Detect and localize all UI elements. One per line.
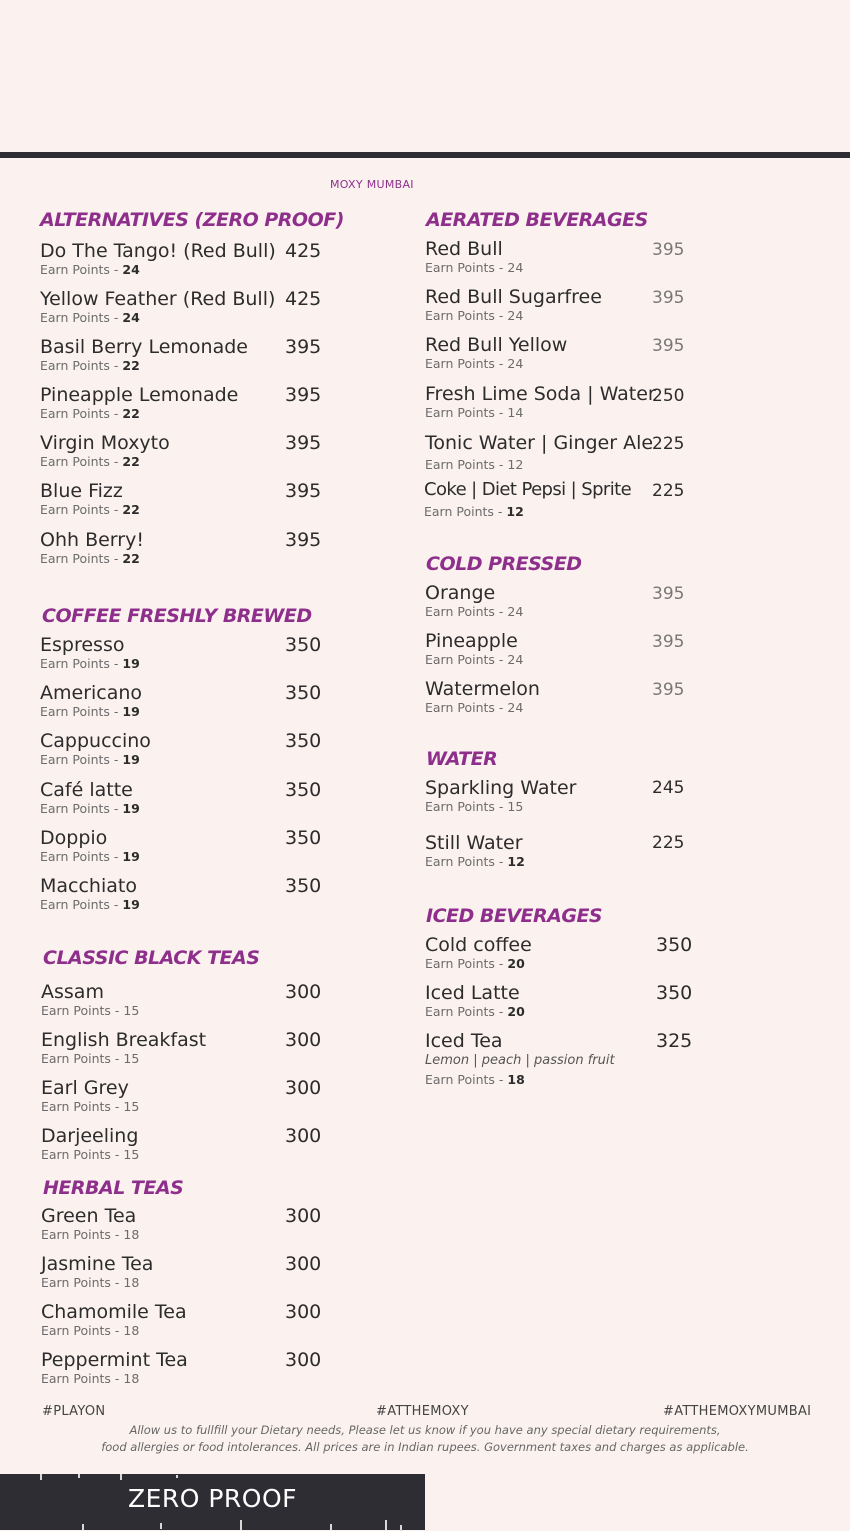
item-name: Pineapple: [425, 630, 518, 652]
item-price: 395: [285, 384, 322, 406]
menu-item: [40, 480, 140, 518]
item-points: Earn Points - 18: [41, 1323, 140, 1338]
menu-item: [425, 630, 523, 668]
item-price: 395: [652, 336, 685, 356]
item-name: Virgin Moxyto: [40, 432, 170, 454]
item-name: Do The Tango! (Red Bull): [40, 240, 276, 262]
item-price: 350: [285, 827, 322, 849]
item-name: Sparkling Water: [425, 777, 577, 799]
item-name: Red Bull Yellow: [425, 334, 568, 356]
item-points: Earn Points - 19: [40, 704, 140, 719]
item-name: Darjeeling: [41, 1125, 139, 1147]
menu-item: [41, 1029, 206, 1067]
item-name: Watermelon: [425, 678, 540, 700]
section-title-coffee: COFFEE FRESHLY BREWED: [42, 605, 312, 627]
item-price: 395: [285, 432, 322, 454]
item-points: Earn Points - 19: [40, 897, 140, 912]
item-points: Earn Points - 15: [41, 1099, 140, 1114]
section-title-cold-pressed: COLD PRESSED: [426, 553, 582, 575]
item-price: 350: [285, 682, 322, 704]
item-name: Macchiato: [40, 875, 137, 897]
item-name: Tonic Water | Ginger Ale: [425, 432, 654, 454]
item-price: 245: [652, 778, 685, 798]
venue-name: MOXY MUMBAI: [330, 178, 414, 191]
item-name: Red Bull Sugarfree: [425, 286, 602, 308]
item-name: Earl Grey: [41, 1077, 129, 1099]
menu-item: [425, 582, 523, 620]
menu-item: [40, 336, 248, 374]
item-points: Earn Points - 19: [40, 656, 140, 671]
menu-item: [41, 1301, 187, 1339]
menu-item: [425, 678, 540, 716]
dietary-note-line-2: food allergies or food intolerances. All prices are in Indian rupees. Government taxes and charges as applicable.: [101, 1440, 749, 1454]
item-points: Earn Points - 22: [40, 502, 140, 517]
item-points: Earn Points - 18: [41, 1227, 140, 1242]
section-title-iced: ICED BEVERAGES: [426, 905, 603, 927]
item-points: Earn Points - 19: [40, 801, 140, 816]
section-title-water: WATER: [426, 748, 498, 770]
menu-item: [425, 334, 567, 372]
dietary-note-line-1: Allow us to fullfill your Dietary needs, Please let us know if you have any special dietary requirements,: [129, 1423, 721, 1437]
menu-item: [41, 981, 139, 1019]
item-name: English Breakfast: [41, 1029, 207, 1051]
menu-item: [40, 288, 275, 326]
item-points: Earn Points - 24: [425, 356, 524, 371]
item-points: Earn Points - 20: [425, 956, 525, 971]
item-points: Earn Points - 20: [425, 1004, 525, 1019]
menu-item: [424, 479, 631, 520]
item-price: 350: [285, 634, 322, 656]
item-points: Earn Points - 24: [425, 260, 524, 275]
item-name: Coke | Diet Pepsi | Sprite: [424, 479, 632, 500]
item-points: Earn Points - 14: [425, 405, 524, 420]
menu-item: [425, 238, 523, 276]
item-price: 300: [285, 1125, 322, 1147]
item-price: 300: [285, 1077, 322, 1099]
item-name: Iced Latte: [425, 982, 520, 1004]
item-name: Chamomile Tea: [41, 1301, 187, 1323]
item-points: Earn Points - 22: [40, 454, 140, 469]
menu-item: [41, 1205, 139, 1243]
item-price: 425: [285, 288, 322, 310]
item-name: Iced Tea: [425, 1030, 503, 1052]
item-name: Cappuccino: [40, 730, 151, 752]
item-points: Earn Points - 15: [425, 799, 524, 814]
item-price: 395: [652, 240, 685, 260]
item-price: 300: [285, 1205, 322, 1227]
item-points: Earn Points - 15: [41, 1003, 140, 1018]
banner-title: ZERO PROOF: [127, 1484, 298, 1513]
item-points: Earn Points - 24: [425, 652, 524, 667]
section-title-alternatives: ALTERNATIVES (ZERO PROOF): [40, 209, 344, 231]
item-price: 300: [285, 1253, 322, 1275]
item-price: 300: [285, 1301, 322, 1323]
menu-item: [40, 730, 151, 768]
item-name: Jasmine Tea: [41, 1253, 154, 1275]
item-price: 350: [285, 779, 322, 801]
item-points: Earn Points - 18: [425, 1072, 525, 1087]
item-points: Earn Points - 24: [40, 262, 140, 277]
menu-item: [41, 1253, 153, 1291]
menu-item: [40, 875, 140, 913]
item-name: Fresh Lime Soda | Water: [425, 383, 656, 405]
item-price: 395: [652, 584, 685, 604]
item-points: Earn Points - 22: [40, 406, 140, 421]
item-price: 225: [652, 833, 685, 853]
item-points: Earn Points - 22: [40, 358, 140, 373]
item-name: Americano: [40, 682, 143, 704]
item-points: Earn Points - 15: [41, 1051, 140, 1066]
item-price: 395: [652, 632, 685, 652]
menu-item: [425, 432, 653, 473]
item-name: Ohh Berry!: [40, 529, 144, 551]
hashtag-atthemoxymumbai: #ATTHEMOXYMUMBAI: [663, 1404, 812, 1419]
menu-item: [425, 982, 525, 1020]
item-points: Earn Points - 22: [40, 551, 140, 566]
item-points: Earn Points - 18: [41, 1371, 140, 1386]
item-name: Green Tea: [41, 1205, 137, 1227]
item-name: Doppio: [40, 827, 108, 849]
item-price: 395: [285, 480, 322, 502]
section-title-aerated: AERATED BEVERAGES: [426, 209, 648, 231]
menu-item: [425, 383, 656, 421]
menu-item: [41, 1077, 139, 1115]
item-name: Peppermint Tea: [41, 1349, 188, 1371]
item-points: Earn Points - 12: [425, 854, 525, 869]
item-points: Earn Points - 24: [425, 700, 524, 715]
item-points: Earn Points - 18: [41, 1275, 140, 1290]
section-title-black-teas: CLASSIC BLACK TEAS: [43, 947, 260, 969]
item-price: 225: [652, 481, 685, 501]
menu-item: [425, 777, 576, 815]
item-name: Basil Berry Lemonade: [40, 336, 248, 358]
item-price: 300: [285, 1029, 322, 1051]
menu-item: [40, 682, 142, 720]
item-description: Lemon | peach | passion fruit: [425, 1053, 615, 1068]
item-points: Earn Points - 24: [40, 310, 140, 325]
item-name: Espresso: [40, 634, 125, 656]
item-price: 350: [285, 730, 322, 752]
item-points: Earn Points - 24: [425, 604, 524, 619]
menu-item: [425, 1030, 615, 1088]
menu-item: [41, 1349, 188, 1387]
menu-item: [425, 286, 602, 324]
menu-item: [40, 240, 276, 278]
item-price: 325: [656, 1030, 693, 1052]
menu-item: [425, 934, 532, 972]
item-name: Red Bull: [425, 238, 503, 260]
item-name: Still Water: [425, 832, 523, 854]
item-price: 300: [285, 1349, 322, 1371]
item-price: 350: [656, 934, 693, 956]
zero-proof-banner: [0, 1474, 425, 1530]
item-points: Earn Points - 12: [424, 504, 524, 519]
item-price: 250: [652, 386, 685, 406]
item-price: 300: [285, 981, 322, 1003]
item-name: Orange: [425, 582, 496, 604]
item-points: Earn Points - 19: [40, 752, 140, 767]
item-price: 395: [652, 288, 685, 308]
menu-item: [40, 432, 170, 470]
menu-item: [41, 1125, 139, 1163]
item-name: Blue Fizz: [40, 480, 123, 502]
top-divider: [0, 152, 850, 158]
item-price: 395: [285, 336, 322, 358]
item-points: Earn Points - 24: [425, 308, 524, 323]
item-name: Yellow Feather (Red Bull): [40, 288, 276, 310]
item-price: 225: [652, 434, 685, 454]
item-price: 350: [285, 875, 322, 897]
section-title-herbal-teas: HERBAL TEAS: [43, 1177, 184, 1199]
item-points: Earn Points - 15: [41, 1147, 140, 1162]
item-points: Earn Points - 19: [40, 849, 140, 864]
item-name: Café latte: [40, 779, 133, 801]
item-name: Cold coffee: [425, 934, 532, 956]
item-points: Earn Points - 12: [425, 457, 524, 472]
item-name: Pineapple Lemonade: [40, 384, 239, 406]
item-price: 395: [285, 529, 322, 551]
menu-item: [40, 529, 144, 567]
item-price: 350: [656, 982, 693, 1004]
hashtag-playon: #PLAYON: [42, 1404, 106, 1419]
menu-item: [425, 832, 525, 870]
hashtag-atthemoxy: #ATTHEMOXY: [376, 1404, 469, 1419]
item-price: 425: [285, 240, 322, 262]
item-name: Assam: [41, 981, 104, 1003]
item-price: 395: [652, 680, 685, 700]
menu-item: [40, 779, 140, 817]
menu-item: [40, 827, 140, 865]
menu-item: [40, 384, 238, 422]
menu-item: [40, 634, 140, 672]
